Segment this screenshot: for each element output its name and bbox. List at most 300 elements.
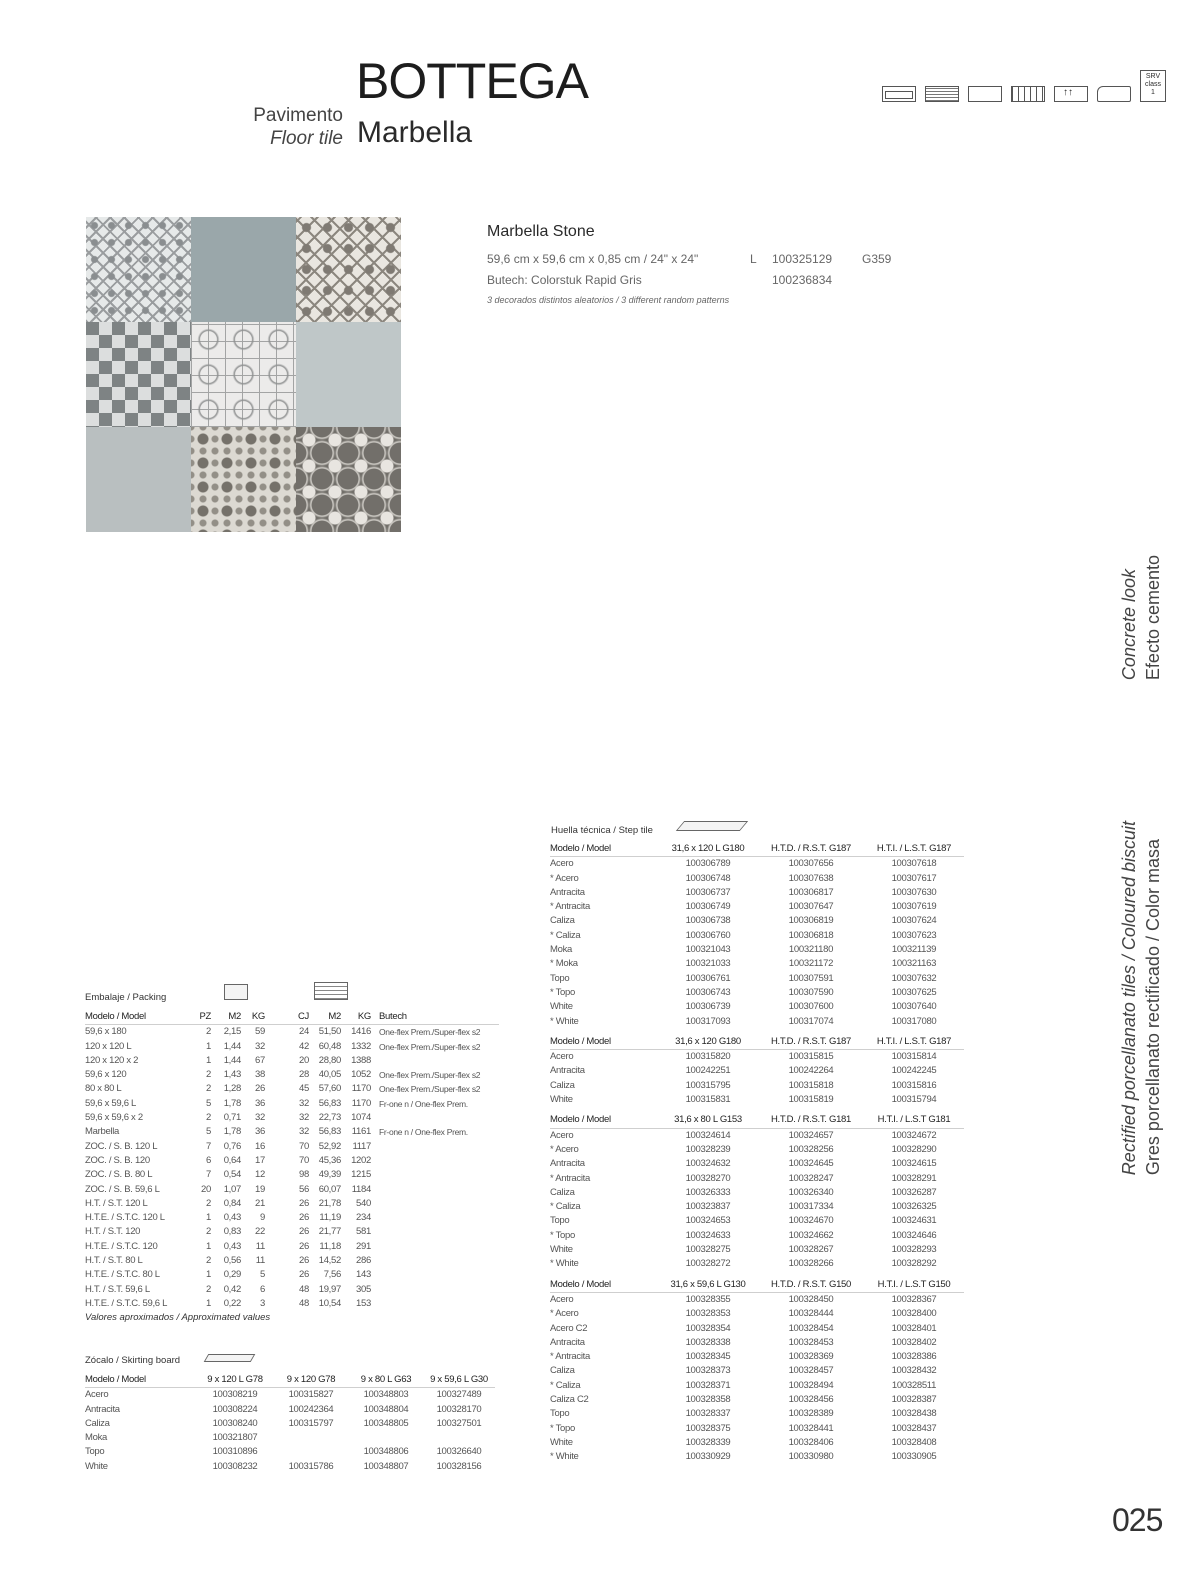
step-cell: 100321172: [788, 958, 834, 970]
step-cell: Acero: [550, 1051, 574, 1063]
packing-cell: 59,6 x 120: [85, 1069, 127, 1081]
product-code: 100325129: [772, 252, 833, 266]
step-cell: 100328408: [891, 1436, 937, 1448]
skirting-cell: Antracita: [85, 1403, 120, 1415]
packing-cell: 70: [299, 1154, 309, 1166]
packing-cell: 2: [206, 1283, 211, 1295]
indoor-outdoor-icon: ↑↑: [1054, 86, 1088, 102]
packing-cell: 14,52: [318, 1255, 341, 1267]
packing-cell: H.T.E. / S.T.C. 59,6 L: [85, 1297, 168, 1309]
packing-header-cell: KG: [341, 1010, 371, 1025]
skirting-table: [85, 1373, 495, 1474]
step-cell: 100328457: [788, 1365, 834, 1377]
tile-plain: [191, 217, 296, 322]
packing-cell: 11: [255, 1255, 265, 1267]
step-cell: 100328511: [891, 1379, 937, 1391]
spec-icons: [882, 62, 1166, 102]
packing-cell: H.T. / S.T. 120 L: [85, 1197, 148, 1209]
packing-cell: 22,73: [318, 1112, 341, 1124]
packing-cell: H.T. / S.T. 80 L: [85, 1255, 143, 1267]
step-cell: 100328275: [685, 1244, 731, 1256]
step-cell: 100326325: [891, 1201, 937, 1213]
step-cell: 100328355: [685, 1293, 731, 1305]
packing-header-row: [85, 1010, 499, 1025]
tile-pattern: [296, 217, 401, 322]
step-cell: 100328375: [685, 1422, 731, 1434]
step-cell: 100307617: [891, 872, 937, 884]
packing-cell: 2: [206, 1255, 211, 1267]
packing-cell: H.T. / S.T. 59,6 L: [85, 1283, 150, 1295]
packing-cell: 22: [255, 1226, 265, 1238]
packing-cell: 0,29: [223, 1269, 241, 1281]
step-cell: 100307656: [788, 858, 834, 870]
step-cell: Caliza C2: [550, 1393, 589, 1405]
packing-cell: One-flex Prem./Super-flex s2: [379, 1084, 481, 1095]
packing-cell: 120 x 120 L: [85, 1040, 132, 1052]
step-cell: 100324632: [685, 1158, 731, 1170]
step-row: [550, 1336, 964, 1350]
side-label-material: [1118, 780, 1172, 1175]
packing-cell: 59,6 x 59,6 x 2: [85, 1112, 143, 1124]
step-row: [550, 1015, 964, 1029]
packing-row: [85, 1140, 499, 1154]
step-cell: 100324631: [891, 1215, 937, 1227]
packing-cell: 21,78: [318, 1197, 341, 1209]
packing-cell: 2,15: [223, 1026, 241, 1038]
packing-cell: 12: [255, 1169, 265, 1181]
category-label: [200, 104, 343, 150]
packing-cell: 28: [299, 1069, 309, 1081]
skirting-header-cell: 9 x 80 L G63: [349, 1373, 423, 1388]
step-cell: 100328401: [891, 1322, 937, 1334]
step-cell: * Acero: [550, 1308, 579, 1320]
step-cell: 100324657: [788, 1129, 834, 1141]
packing-row: [85, 1211, 499, 1225]
step-cell: Antracita: [550, 1158, 585, 1170]
skirting-cell: 100321807: [212, 1432, 258, 1444]
step-cell: * Antracita: [550, 1351, 591, 1363]
skirting-cell: White: [85, 1460, 108, 1472]
packing-cell: 540: [356, 1197, 371, 1209]
step-cell: * White: [550, 1015, 579, 1027]
step-header-row: [550, 842, 964, 857]
skirting-row: [85, 1460, 495, 1474]
step-cell: 100330929: [685, 1451, 731, 1463]
step-cell: 100328290: [891, 1143, 937, 1155]
product-note: 3 decorados distintos aleatorios / 3 different random patterns: [487, 295, 730, 305]
skirting-cell: Moka: [85, 1432, 108, 1444]
packing-cell: 70: [299, 1140, 309, 1152]
skirting-title: Zócalo / Skirting board: [85, 1355, 181, 1366]
skirting-cell: 100315797: [288, 1417, 334, 1429]
step-cell: 100328389: [788, 1408, 834, 1420]
step-row: [550, 872, 964, 886]
step-cell: 100326340: [788, 1186, 834, 1198]
step-row: [550, 972, 964, 986]
step-row: [550, 1200, 964, 1214]
step-cell: Caliza: [550, 915, 575, 927]
step-row: [550, 1079, 964, 1093]
tile-plain: [86, 427, 191, 532]
step-header-cell: 31,6 x 120 G180: [658, 1035, 758, 1050]
packing-cell: 32: [255, 1112, 265, 1124]
step-cell: Caliza: [550, 1079, 575, 1091]
step-cell: 100315816: [891, 1079, 937, 1091]
packing-cell: 9: [260, 1212, 265, 1224]
packing-cell: 0,83: [223, 1226, 241, 1238]
packing-cell: 45: [299, 1083, 309, 1095]
step-cell: 100328293: [891, 1244, 937, 1256]
step-cell: 100317334: [788, 1201, 834, 1213]
step-cell: 100306760: [685, 929, 731, 941]
packing-cell: 26: [299, 1269, 309, 1281]
packing-cell: 48: [299, 1297, 309, 1309]
step-row: [550, 1243, 964, 1257]
frost-icon: [1011, 86, 1045, 102]
step-row: [550, 1050, 964, 1065]
packing-cell: 49,39: [318, 1169, 341, 1181]
packing-header-cell: PZ: [193, 1010, 211, 1025]
packing-cell: 20: [201, 1183, 211, 1195]
skirting-cell: 100327489: [436, 1389, 482, 1401]
packing-cell: 10,54: [318, 1297, 341, 1309]
packing-cell: 0,84: [223, 1197, 241, 1209]
packing-cell: Marbella: [85, 1126, 120, 1138]
step-cell: 100330980: [788, 1451, 834, 1463]
product-info: [487, 223, 891, 305]
step-header-row: [550, 1278, 964, 1293]
step-cell: 100321033: [685, 958, 731, 970]
step-header-cell: H.T.D. / R.S.T. G187: [758, 1035, 864, 1050]
step-cell: Topo: [550, 972, 570, 984]
step-cell: 100328338: [685, 1336, 731, 1348]
step-cell: 100324670: [788, 1215, 834, 1227]
packing-row: [85, 1183, 499, 1197]
step-table: [550, 842, 964, 1464]
step-cell: 100307600: [788, 1001, 834, 1013]
skirting-cell: 100308224: [212, 1403, 258, 1415]
skirting-cell: 100308219: [212, 1389, 258, 1401]
step-cell: * Antracita: [550, 1172, 591, 1184]
step-cell: 100315815: [788, 1051, 834, 1063]
step-header-cell: Modelo / Model: [550, 1035, 658, 1050]
tile-plain: [296, 322, 401, 427]
step-row: [550, 914, 964, 928]
product-edge: L: [750, 252, 757, 266]
step-cell: 100307618: [891, 858, 937, 870]
packing-header-cell: M2: [309, 1010, 341, 1025]
page-number: 025: [1112, 1502, 1163, 1538]
packing-cell: H.T.E. / S.T.C. 80 L: [85, 1269, 160, 1281]
packing-cell: 20: [299, 1054, 309, 1066]
step-cell: 100307624: [891, 915, 937, 927]
packing-cell: 2: [206, 1197, 211, 1209]
packing-cell: 2: [206, 1226, 211, 1238]
step-cell: 100328371: [685, 1379, 731, 1391]
skirting-cell: [273, 1445, 349, 1459]
step-cell: 100306748: [685, 872, 731, 884]
step-cell: 100328386: [891, 1351, 937, 1363]
product-price-group: G359: [862, 252, 892, 266]
step-cell: White: [550, 1244, 573, 1256]
skirting-cell: Topo: [85, 1446, 105, 1458]
step-cell: 100328450: [788, 1293, 834, 1305]
material-es: Gres porcellanato rectificado / Color masa: [1143, 838, 1163, 1175]
skirting-cell: 100308240: [212, 1417, 258, 1429]
packing-cell: One-flex Prem./Super-flex s2: [379, 1041, 481, 1052]
step-cell: Acero: [550, 858, 574, 870]
packing-cell: 2: [206, 1026, 211, 1038]
packing-cell: 19: [255, 1183, 265, 1195]
packing-cell: [371, 1211, 499, 1225]
packing-cell: [371, 1240, 499, 1254]
packing-cell: 26: [299, 1212, 309, 1224]
skirting-cell: [423, 1431, 495, 1445]
packing-cell: 60,48: [318, 1040, 341, 1052]
step-cell: Moka: [550, 944, 573, 956]
packing-row: [85, 1168, 499, 1182]
step-cell: * White: [550, 1258, 579, 1270]
step-header-cell: H.T.I. / L.S.T G181: [864, 1113, 964, 1128]
skirting-cell: Caliza: [85, 1417, 110, 1429]
step-header-cell: H.T.D. / R.S.T. G150: [758, 1278, 864, 1293]
step-cell: 100324672: [891, 1129, 937, 1141]
step-cell: Acero: [550, 1293, 574, 1305]
step-cell: Acero: [550, 1129, 574, 1141]
packing-cell: One-flex Prem./Super-flex s2: [379, 1070, 481, 1081]
packing-cell: 5: [260, 1269, 265, 1281]
step-cell: 100328454: [788, 1322, 834, 1334]
packing-cell: 26: [299, 1197, 309, 1209]
packing-cell: 1: [206, 1054, 211, 1066]
step-cell: 100328239: [685, 1143, 731, 1155]
step-row: [550, 1307, 964, 1321]
packing-cell: One-flex Prem./Super-flex s2: [379, 1027, 481, 1038]
skirting-cell: 100348804: [363, 1403, 409, 1415]
step-cell: 100306817: [788, 886, 834, 898]
packing-cell: 1,28: [223, 1083, 241, 1095]
step-title: Huella técnica / Step tile: [551, 825, 653, 836]
step-cell: 100328292: [891, 1258, 937, 1270]
packing-cell: 1416: [351, 1026, 371, 1038]
packing-cell: 0,64: [223, 1154, 241, 1166]
packing-cell: 26: [299, 1240, 309, 1252]
packing-cell: [371, 1054, 499, 1068]
step-cell: 100326333: [685, 1186, 731, 1198]
packing-cell: 28,80: [318, 1054, 341, 1066]
packing-cell: 581: [356, 1226, 371, 1238]
packing-cell: 21: [255, 1197, 265, 1209]
step-row: [550, 1257, 964, 1271]
packing-row: [85, 1197, 499, 1211]
step-row: [550, 1422, 964, 1436]
step-cell: 100328291: [891, 1172, 937, 1184]
skirting-cell: 100242364: [288, 1403, 334, 1415]
step-cell: * Acero: [550, 1143, 579, 1155]
step-header-cell: H.T.I. / L.S.T. G187: [864, 842, 964, 857]
packing-cell: 38: [255, 1069, 265, 1081]
packing-cell: 5: [206, 1097, 211, 1109]
step-tile-icon: [676, 821, 748, 831]
skirting-cell: 100328170: [436, 1403, 482, 1415]
step-cell: 100328337: [685, 1408, 731, 1420]
step-cell: 100321139: [891, 944, 937, 956]
packing-cell: 1202: [351, 1154, 371, 1166]
step-cell: 100321163: [891, 958, 937, 970]
skirting-cell: Acero: [85, 1389, 109, 1401]
packing-table: [85, 1010, 499, 1311]
step-cell: 100306818: [788, 929, 834, 941]
butech-label: Butech: Colorstuk Rapid Gris: [487, 273, 642, 287]
packing-cell: H.T.E. / S.T.C. 120: [85, 1240, 158, 1252]
packing-cell: 1: [206, 1297, 211, 1309]
packing-cell: 26: [299, 1255, 309, 1267]
packing-row: [85, 1268, 499, 1282]
skirting-cell: 100308232: [212, 1460, 258, 1472]
packing-cell: [371, 1183, 499, 1197]
step-header-cell: Modelo / Model: [550, 1113, 658, 1128]
step-cell: 100315814: [891, 1051, 937, 1063]
packing-cell: 19,97: [318, 1283, 341, 1295]
packing-row: [85, 1040, 499, 1054]
skirting-header-cell: Modelo / Model: [85, 1373, 197, 1388]
packing-cell: ZOC. / S. B. 59,6 L: [85, 1183, 160, 1195]
packing-cell: Fr-one n / One-flex Prem.: [379, 1098, 468, 1109]
step-cell: 100315831: [685, 1094, 731, 1106]
packing-cell: 153: [356, 1297, 371, 1309]
packing-cell: 7: [206, 1169, 211, 1181]
packing-row: [85, 1240, 499, 1254]
step-cell: * Topo: [550, 1422, 575, 1434]
step-cell: * Caliza: [550, 929, 581, 941]
packing-cell: 1161: [351, 1126, 371, 1138]
packing-cell: 59,6 x 180: [85, 1026, 127, 1038]
step-cell: Caliza: [550, 1186, 575, 1198]
tile-pattern: [191, 322, 296, 427]
step-cell: 100315818: [788, 1079, 834, 1091]
skirting-row: [85, 1417, 495, 1431]
packing-cell: 0,22: [223, 1297, 241, 1309]
skirting-row: [85, 1445, 495, 1459]
step-cell: 100328339: [685, 1436, 731, 1448]
step-cell: 100242251: [685, 1065, 731, 1077]
packing-cell: 1388: [351, 1054, 371, 1066]
packing-cell: 98: [299, 1169, 309, 1181]
step-cell: 100321043: [685, 944, 731, 956]
packing-cell: ZOC. / S. B. 80 L: [85, 1169, 153, 1181]
packing-header-cell: CJ: [265, 1010, 309, 1025]
step-cell: 100328444: [788, 1308, 834, 1320]
step-header-cell: H.T.I. / L.S.T G150: [864, 1278, 964, 1293]
step-cell: 100328400: [891, 1308, 937, 1320]
step-cell: 100324615: [891, 1158, 937, 1170]
step-cell: 100328494: [788, 1379, 834, 1391]
variation-v3-icon: [925, 86, 959, 102]
series-title: Marbella: [357, 116, 473, 149]
step-cell: 100307647: [788, 901, 834, 913]
skirting-cell: 100327501: [436, 1417, 482, 1429]
packing-row: [85, 1225, 499, 1239]
packing-cell: 1074: [351, 1112, 371, 1124]
skirting-board-icon: [204, 1354, 256, 1362]
packing-cell: 0,54: [223, 1169, 241, 1181]
step-cell: * White: [550, 1451, 579, 1463]
step-row: [550, 1322, 964, 1336]
packing-cell: 16: [255, 1140, 265, 1152]
step-cell: 100328406: [788, 1436, 834, 1448]
packing-header-cell: Butech: [371, 1010, 499, 1025]
step-row: [550, 1128, 964, 1143]
packing-cell: 291: [356, 1240, 371, 1252]
packing-cell: 143: [356, 1269, 371, 1281]
packing-cell: 0,42: [223, 1283, 241, 1295]
slip-resistance-shoe-icon: [1097, 86, 1131, 102]
packing-cell: 1,07: [223, 1183, 241, 1195]
step-cell: 100306761: [685, 972, 731, 984]
packing-cell: 2: [206, 1083, 211, 1095]
packing-cell: 24: [299, 1026, 309, 1038]
skirting-cell: 100315786: [288, 1460, 334, 1472]
step-cell: 100242264: [788, 1065, 834, 1077]
product-name: Marbella Stone: [487, 223, 595, 240]
step-cell: Antracita: [550, 1336, 585, 1348]
step-cell: 100328438: [891, 1408, 937, 1420]
step-cell: 100328367: [891, 1293, 937, 1305]
step-cell: Topo: [550, 1408, 570, 1420]
packing-cell: 11: [255, 1240, 265, 1252]
step-cell: 100306819: [788, 915, 834, 927]
step-cell: 100328369: [788, 1351, 834, 1363]
step-cell: 100307623: [891, 929, 937, 941]
step-row: [550, 929, 964, 943]
skirting-cell: 100315827: [288, 1389, 334, 1401]
skirting-header-row: [85, 1373, 495, 1388]
packing-cell: 52,92: [318, 1140, 341, 1152]
skirting-header-cell: 9 x 59,6 L G30: [423, 1373, 495, 1388]
packing-cell: [371, 1197, 499, 1211]
step-cell: 100328247: [788, 1172, 834, 1184]
skirting-cell: [349, 1431, 423, 1445]
step-cell: 100321180: [788, 944, 834, 956]
product-tile-image: [86, 217, 401, 531]
step-cell: 100307619: [891, 901, 937, 913]
step-cell: 100324653: [685, 1215, 731, 1227]
packing-cell: 11,18: [319, 1240, 341, 1252]
packing-row: [85, 1025, 499, 1040]
brand-title: BOTTEGA: [356, 53, 588, 109]
step-cell: 100328270: [685, 1172, 731, 1184]
skirting-cell: 100348805: [363, 1417, 409, 1429]
packing-cell: 1: [206, 1269, 211, 1281]
packing-row: [85, 1154, 499, 1168]
step-cell: 100242245: [891, 1065, 937, 1077]
packing-cell: 51,50: [318, 1026, 341, 1038]
step-cell: 100307632: [891, 972, 937, 984]
packing-cell: 1332: [351, 1040, 371, 1052]
skirting-cell: 100348806: [363, 1446, 409, 1458]
step-row: [550, 1157, 964, 1171]
packing-row: [85, 1082, 499, 1096]
step-header-cell: 31,6 x 59,6 L G130: [658, 1278, 758, 1293]
srv-class: class: [1145, 81, 1161, 88]
step-cell: 100328373: [685, 1365, 731, 1377]
packing-cell: 48: [299, 1283, 309, 1295]
packing-cell: 1,78: [223, 1097, 241, 1109]
category-en: Floor tile: [270, 128, 343, 149]
packing-row: [85, 1097, 499, 1111]
packing-cell: 59: [255, 1026, 265, 1038]
step-row: [550, 986, 964, 1000]
